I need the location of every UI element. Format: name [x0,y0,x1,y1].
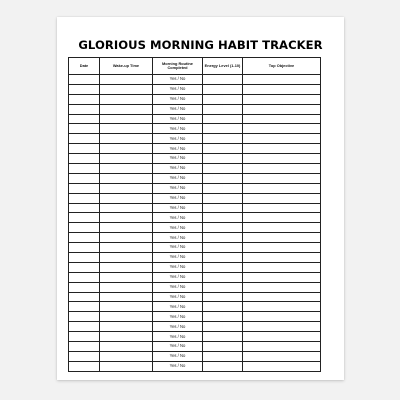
tracker-sheet [57,17,344,380]
morning-routine-cell: Yes / No [153,312,203,322]
date-cell[interactable] [69,272,100,282]
morning-routine-cell: Yes / No [153,223,203,233]
morning-routine-cell: Yes / No [153,322,203,332]
top-objective-cell[interactable] [243,173,321,183]
morning-routine-cell: Yes / No [153,164,203,174]
top-objective-cell[interactable] [243,134,321,144]
table-header-row [69,58,321,75]
date-cell[interactable] [69,233,100,243]
date-cell[interactable] [69,262,100,272]
top-objective-cell[interactable] [243,144,321,154]
date-cell[interactable] [69,342,100,352]
column-header-energy-level: Energy Level (1-10) [203,58,243,75]
energy-level-cell[interactable] [203,193,243,203]
energy-level-cell[interactable] [203,332,243,342]
date-cell[interactable] [69,213,100,223]
energy-level-cell[interactable] [203,154,243,164]
date-cell[interactable] [69,183,100,193]
energy-level-cell[interactable] [203,203,243,213]
table-row [69,134,321,144]
top-objective-cell[interactable] [243,193,321,203]
date-cell[interactable] [69,84,100,94]
top-objective-cell[interactable] [243,322,321,332]
wake-up-time-cell[interactable] [100,342,153,352]
date-cell[interactable] [69,292,100,302]
wake-up-time-cell[interactable] [100,193,153,203]
date-cell[interactable] [69,134,100,144]
date-cell[interactable] [69,223,100,233]
morning-routine-cell: Yes / No [153,124,203,134]
wake-up-time-cell[interactable] [100,183,153,193]
wake-up-time-cell[interactable] [100,351,153,361]
table-row [69,193,321,203]
top-objective-cell[interactable] [243,351,321,361]
energy-level-cell[interactable] [203,223,243,233]
top-objective-cell[interactable] [243,361,321,371]
date-cell[interactable] [69,75,100,85]
morning-routine-cell: Yes / No [153,253,203,263]
energy-level-cell[interactable] [203,114,243,124]
top-objective-cell[interactable] [243,164,321,174]
table-row [69,302,321,312]
morning-routine-cell: Yes / No [153,262,203,272]
date-cell[interactable] [69,124,100,134]
column-header-wake-up-time: Wake-up Time [100,58,153,75]
date-cell[interactable] [69,164,100,174]
wake-up-time-cell[interactable] [100,203,153,213]
wake-up-time-cell[interactable] [100,164,153,174]
energy-level-cell[interactable] [203,272,243,282]
morning-routine-cell: Yes / No [153,144,203,154]
wake-up-time-cell[interactable] [100,84,153,94]
table-row [69,124,321,134]
wake-up-time-cell[interactable] [100,223,153,233]
wake-up-time-cell[interactable] [100,114,153,124]
date-cell[interactable] [69,154,100,164]
morning-routine-cell: Yes / No [153,193,203,203]
wake-up-time-cell[interactable] [100,213,153,223]
table-row [69,104,321,114]
wake-up-time-cell[interactable] [100,361,153,371]
table-row [69,243,321,253]
table-row [69,213,321,223]
table-body [69,75,321,372]
energy-level-cell[interactable] [203,233,243,243]
column-header-date: Date [69,58,100,75]
energy-level-cell[interactable] [203,312,243,322]
date-cell[interactable] [69,94,100,104]
date-cell[interactable] [69,332,100,342]
energy-level-cell[interactable] [203,351,243,361]
energy-level-cell[interactable] [203,144,243,154]
date-cell[interactable] [69,302,100,312]
page-title: GLORIOUS MORNING HABIT TRACKER [78,38,323,52]
top-objective-cell[interactable] [243,272,321,282]
wake-up-time-cell[interactable] [100,332,153,342]
energy-level-cell[interactable] [203,282,243,292]
wake-up-time-cell[interactable] [100,292,153,302]
top-objective-cell[interactable] [243,312,321,322]
table-row [69,292,321,302]
date-cell[interactable] [69,104,100,114]
morning-routine-cell: Yes / No [153,361,203,371]
morning-routine-cell: Yes / No [153,94,203,104]
morning-routine-cell: Yes / No [153,282,203,292]
top-objective-cell[interactable] [243,233,321,243]
top-objective-cell[interactable] [243,213,321,223]
energy-level-cell[interactable] [203,361,243,371]
date-cell[interactable] [69,193,100,203]
morning-routine-cell: Yes / No [153,134,203,144]
table-row [69,203,321,213]
morning-routine-cell: Yes / No [153,342,203,352]
top-objective-cell[interactable] [243,104,321,114]
table-row [69,75,321,85]
energy-level-cell[interactable] [203,84,243,94]
energy-level-cell[interactable] [203,164,243,174]
wake-up-time-cell[interactable] [100,94,153,104]
energy-level-cell[interactable] [203,213,243,223]
wake-up-time-cell[interactable] [100,104,153,114]
table-row [69,312,321,322]
table-row [69,253,321,263]
morning-routine-cell: Yes / No [153,84,203,94]
top-objective-cell[interactable] [243,124,321,134]
energy-level-cell[interactable] [203,124,243,134]
top-objective-cell[interactable] [243,253,321,263]
wake-up-time-cell[interactable] [100,124,153,134]
wake-up-time-cell[interactable] [100,134,153,144]
wake-up-time-cell[interactable] [100,233,153,243]
energy-level-cell[interactable] [203,292,243,302]
habit-tracker-table [68,57,321,372]
wake-up-time-cell[interactable] [100,173,153,183]
top-objective-cell[interactable] [243,183,321,193]
table-row [69,173,321,183]
energy-level-cell[interactable] [203,94,243,104]
wake-up-time-cell[interactable] [100,262,153,272]
table-row [69,332,321,342]
morning-routine-cell: Yes / No [153,183,203,193]
column-header-morning-routine: Morning Routine Completed [153,58,203,75]
morning-routine-cell: Yes / No [153,332,203,342]
top-objective-cell[interactable] [243,75,321,85]
date-cell[interactable] [69,144,100,154]
morning-routine-cell: Yes / No [153,302,203,312]
table-row [69,361,321,371]
table-row [69,84,321,94]
energy-level-cell[interactable] [203,262,243,272]
top-objective-cell[interactable] [243,292,321,302]
energy-level-cell[interactable] [203,342,243,352]
top-objective-cell[interactable] [243,114,321,124]
energy-level-cell[interactable] [203,173,243,183]
table-row [69,322,321,332]
energy-level-cell[interactable] [203,243,243,253]
date-cell[interactable] [69,322,100,332]
top-objective-cell[interactable] [243,94,321,104]
energy-level-cell[interactable] [203,75,243,85]
morning-routine-cell: Yes / No [153,243,203,253]
morning-routine-cell: Yes / No [153,233,203,243]
table-row [69,94,321,104]
date-cell[interactable] [69,173,100,183]
table-row [69,164,321,174]
morning-routine-cell: Yes / No [153,104,203,114]
date-cell[interactable] [69,114,100,124]
energy-level-cell[interactable] [203,183,243,193]
table-row [69,154,321,164]
energy-level-cell[interactable] [203,322,243,332]
top-objective-cell[interactable] [243,243,321,253]
morning-routine-cell: Yes / No [153,272,203,282]
top-objective-cell[interactable] [243,84,321,94]
wake-up-time-cell[interactable] [100,322,153,332]
wake-up-time-cell[interactable] [100,302,153,312]
wake-up-time-cell[interactable] [100,282,153,292]
top-objective-cell[interactable] [243,332,321,342]
morning-routine-cell: Yes / No [153,154,203,164]
table-row [69,233,321,243]
top-objective-cell[interactable] [243,342,321,352]
wake-up-time-cell[interactable] [100,144,153,154]
wake-up-time-cell[interactable] [100,243,153,253]
column-header-top-objective: Top Objective [243,58,321,75]
top-objective-cell[interactable] [243,203,321,213]
top-objective-cell[interactable] [243,223,321,233]
energy-level-cell[interactable] [203,253,243,263]
date-cell[interactable] [69,243,100,253]
top-objective-cell[interactable] [243,154,321,164]
top-objective-cell[interactable] [243,282,321,292]
energy-level-cell[interactable] [203,302,243,312]
table-row [69,223,321,233]
morning-routine-cell: Yes / No [153,351,203,361]
wake-up-time-cell[interactable] [100,253,153,263]
morning-routine-cell: Yes / No [153,203,203,213]
wake-up-time-cell[interactable] [100,272,153,282]
date-cell[interactable] [69,351,100,361]
date-cell[interactable] [69,361,100,371]
date-cell[interactable] [69,253,100,263]
morning-routine-cell: Yes / No [153,114,203,124]
wake-up-time-cell[interactable] [100,154,153,164]
table-row [69,183,321,193]
morning-routine-cell: Yes / No [153,173,203,183]
table-row [69,282,321,292]
table-row [69,144,321,154]
wake-up-time-cell[interactable] [100,75,153,85]
date-cell[interactable] [69,282,100,292]
date-cell[interactable] [69,312,100,322]
date-cell[interactable] [69,203,100,213]
table-row [69,351,321,361]
energy-level-cell[interactable] [203,134,243,144]
top-objective-cell[interactable] [243,302,321,312]
morning-routine-cell: Yes / No [153,292,203,302]
morning-routine-cell: Yes / No [153,213,203,223]
table-row [69,262,321,272]
top-objective-cell[interactable] [243,262,321,272]
morning-routine-cell: Yes / No [153,75,203,85]
wake-up-time-cell[interactable] [100,312,153,322]
table-row [69,342,321,352]
table-row [69,272,321,282]
table-row [69,114,321,124]
energy-level-cell[interactable] [203,104,243,114]
